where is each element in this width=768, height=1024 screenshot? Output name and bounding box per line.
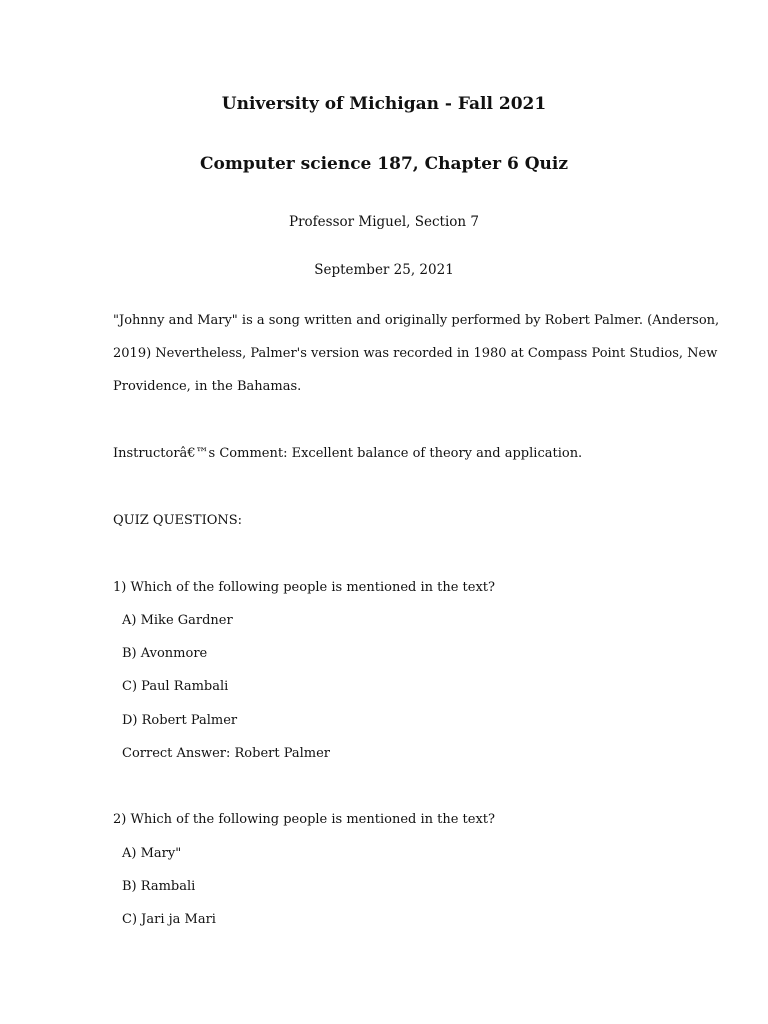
instructor-comment: Instructorâ€™s Comment: Excellent balance of theory and application.: [113, 446, 583, 461]
professor-line: Professor Miguel, Section 7: [289, 214, 479, 230]
question-1-prompt: 1) Which of the following people is mentioned in the text?: [113, 580, 495, 595]
passage-line-1: "Johnny and Mary" is a song written and originally performed by Robert Palmer. (Anderson,: [113, 313, 720, 328]
question-2-prompt: 2) Which of the following people is mentioned in the text?: [113, 812, 495, 827]
question-2-option-c: C) Jari ja Mari: [122, 912, 216, 927]
question-1-option-b: B) Avonmore: [122, 646, 208, 661]
passage-line-3: Providence, in the Bahamas.: [113, 379, 302, 394]
quiz-heading: QUIZ QUESTIONS:: [113, 513, 243, 528]
passage-line-2: 2019) Nevertheless, Palmer's version was recorded in 1980 at Compass Point Studios, New: [113, 346, 718, 361]
question-1-answer: Correct Answer: Robert Palmer: [122, 746, 331, 761]
question-1-option-c: C) Paul Rambali: [122, 679, 229, 694]
question-1-option-d: D) Robert Palmer: [122, 713, 238, 728]
question-2-option-b: B) Rambali: [122, 879, 196, 894]
date-line: September 25, 2021: [314, 262, 454, 278]
course-title: Computer science 187, Chapter 6 Quiz: [200, 154, 568, 174]
question-2-option-a: A) Mary": [122, 846, 182, 861]
university-title: University of Michigan - Fall 2021: [221, 94, 547, 114]
question-1-option-a: A) Mike Gardner: [122, 613, 233, 628]
